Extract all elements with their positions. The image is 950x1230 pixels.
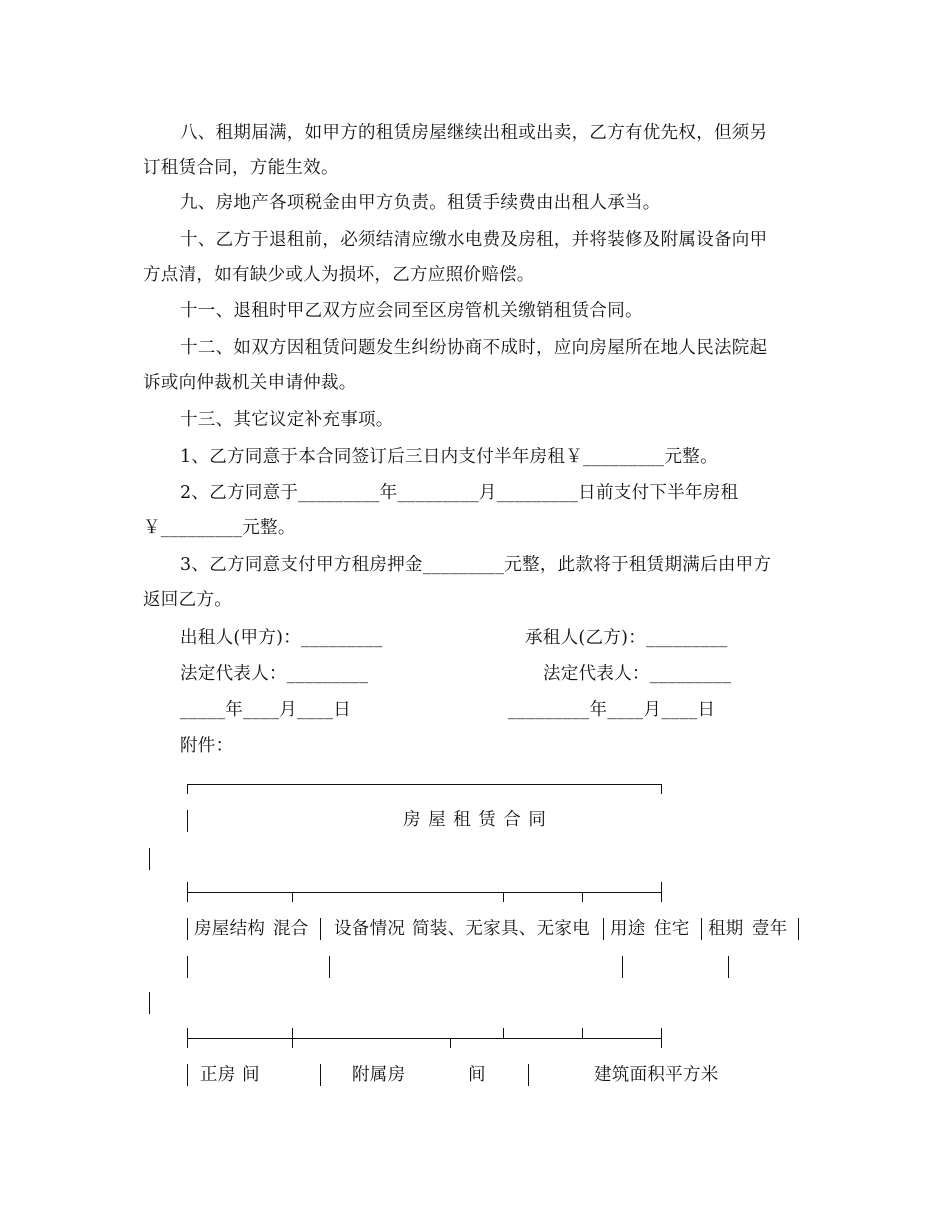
building-area-label: 建筑面积平方米 [594, 1065, 719, 1085]
table-divider [329, 956, 330, 978]
table-divider [149, 992, 150, 1014]
table-title: 房 屋 租 赁 合 同 [403, 810, 547, 830]
table-divider [187, 810, 188, 832]
table-divider [149, 848, 150, 870]
table-corner-right [661, 784, 662, 794]
clause-12-line-1: 十二、如双方因租赁问题发生纠纷协商不成时，应向房屋所在地人民法院起 [180, 338, 768, 358]
attachment-label: 附件： [180, 736, 234, 756]
clause-8-line-2: 订租赁合同，方能生效。 [143, 158, 339, 178]
table-divider [528, 1064, 529, 1086]
clause-12-line-2: 诉或向仲裁机关申请仲裁。 [143, 373, 357, 393]
clause-10-line-1: 十、乙方于退租前，必须结清应缴水电费及房租，并将装修及附属设备向甲 [180, 230, 768, 250]
table-top-border [187, 784, 662, 785]
table-divider [503, 1028, 504, 1038]
item-2-line-2: ￥_________元整。 [143, 518, 296, 538]
term-value: 壹年 [752, 919, 788, 939]
table-divider [292, 892, 293, 902]
annex-room-label: 附属房 [352, 1065, 406, 1085]
lessor-signature: 出租人(甲方)：_________ [180, 628, 383, 648]
table-row-separator [187, 892, 662, 893]
table-divider [661, 1028, 662, 1048]
table-divider [582, 892, 583, 902]
use-label: 用途 [610, 919, 646, 939]
table-divider [187, 956, 188, 978]
term-label: 租期 [708, 919, 744, 939]
table-divider [728, 956, 729, 978]
table-divider [320, 1064, 321, 1086]
equipment-label: 设备情况 [334, 919, 406, 939]
clause-13: 十三、其它议定补充事项。 [180, 410, 394, 430]
lessee-signature: 承租人(乙方)：_________ [525, 628, 728, 648]
clause-9: 九、房地产各项税金由甲方负责。租赁手续费由出租人承当。 [180, 193, 661, 213]
table-divider [798, 918, 799, 940]
annex-room-unit: 间 [468, 1065, 486, 1085]
lessor-date: _____年____月____日 [180, 700, 352, 720]
item-3-line-1: 3、乙方同意支付甲方租房押金_________元整，此款将于租赁期满后由甲方 [180, 555, 772, 575]
table-divider [292, 1028, 293, 1048]
table-divider [622, 956, 623, 978]
table-divider [187, 882, 188, 902]
table-row-separator [187, 1038, 662, 1039]
lessee-date: _________年____月____日 [508, 700, 716, 720]
table-divider [661, 882, 662, 902]
main-room-label: 正房 [200, 1065, 236, 1085]
table-divider [187, 918, 188, 940]
clause-8-line-1: 八、租期届满，如甲方的租赁房屋继续出租或出卖，乙方有优先权，但须另 [180, 123, 768, 143]
table-divider [503, 892, 504, 902]
use-value: 住宅 [654, 919, 690, 939]
table-divider [187, 1064, 188, 1086]
table-divider [582, 1028, 583, 1038]
structure-label: 房屋结构 [194, 919, 266, 939]
clause-11: 十一、退租时甲乙双方应会同至区房管机关缴销租赁合同。 [180, 301, 643, 321]
table-divider [701, 918, 702, 940]
main-room-unit: 间 [242, 1065, 260, 1085]
table-divider [450, 1038, 451, 1048]
item-2-line-1: 2、乙方同意于_________年_________月_________日前支付下半年房租 [180, 483, 739, 503]
table-corner-left [187, 784, 188, 794]
equipment-value: 简装、无家具、无家电 [412, 919, 590, 939]
table-divider [320, 918, 321, 940]
table-divider [603, 918, 604, 940]
lessor-representative: 法定代表人：_________ [180, 664, 369, 684]
table-divider [187, 1028, 188, 1048]
item-3-line-2: 返回乙方。 [143, 590, 232, 610]
clause-10-line-2: 方点清，如有缺少或人为损坏，乙方应照价赔偿。 [143, 265, 535, 285]
lessee-representative: 法定代表人：_________ [543, 664, 732, 684]
structure-value: 混合 [273, 919, 309, 939]
item-1: 1、乙方同意于本合同签订后三日内支付半年房租￥_________元整。 [180, 447, 718, 467]
